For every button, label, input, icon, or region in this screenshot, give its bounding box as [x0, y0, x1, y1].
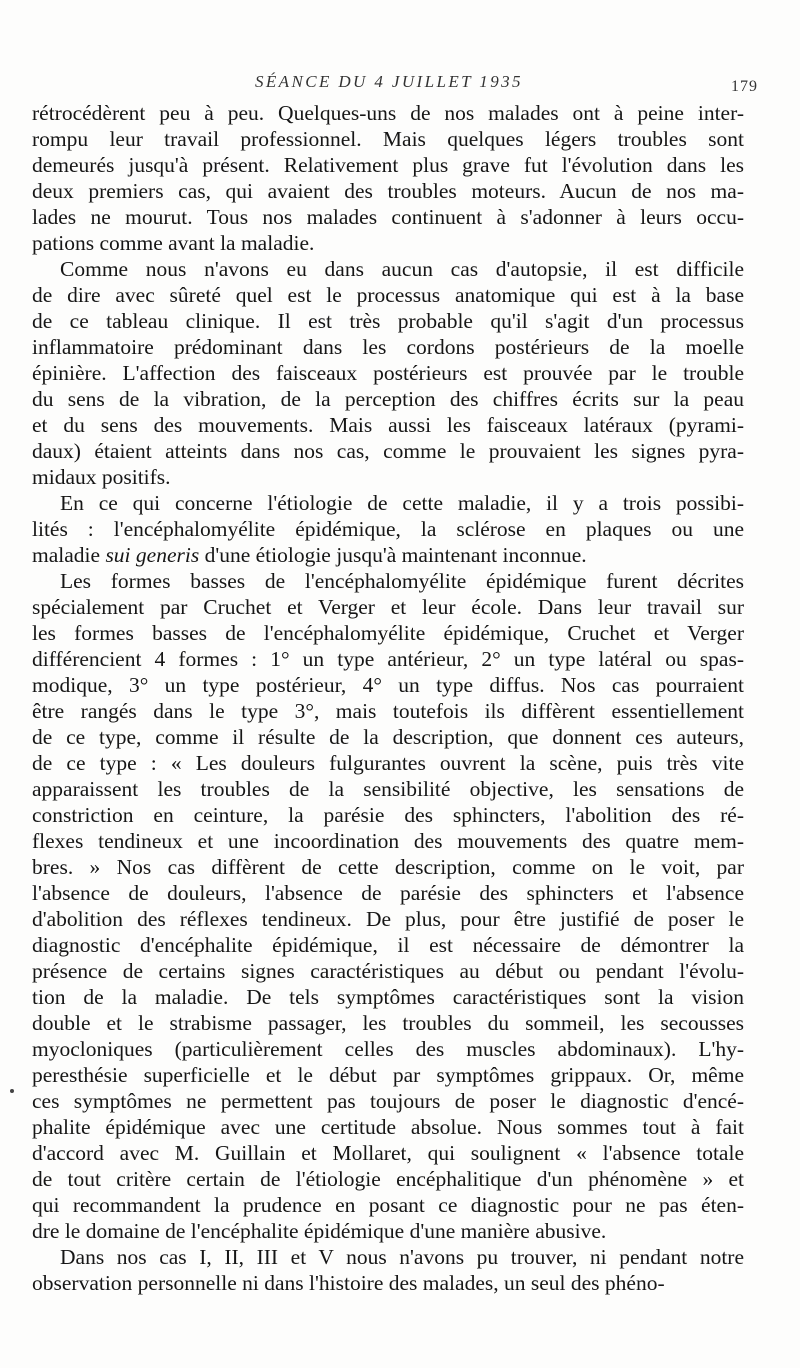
text-line: dre le domaine de l'encéphalite épidémique d'une manière abusive.	[32, 1219, 607, 1243]
paragraph	[32, 490, 744, 568]
text-line: Comme nous n'avons eu dans aucun cas d'autopsie, il est difficile	[60, 257, 744, 281]
text-line: myocloniques (particulièrement celles des muscles abdominaux). L'hy-	[32, 1037, 744, 1061]
text-line: l'absence de douleurs, l'absence de parésie des sphincters et l'absence	[32, 881, 744, 905]
body-text	[32, 100, 744, 1296]
paragraph	[32, 100, 744, 256]
text-line: rompu leur travail professionnel. Mais quelques légers troubles sont	[32, 127, 744, 151]
text-line: de ce type, comme il résulte de la description, que donnent ces auteurs,	[32, 725, 744, 749]
text-line: présence de certains signes caractéristiques au début ou pendant l'évolu-	[32, 959, 744, 983]
text-line: apparaissent les troubles de la sensibilité objective, les sensations de	[32, 777, 744, 801]
text-line: midaux positifs.	[32, 465, 171, 489]
text-line: tion de la maladie. De tels symptômes caractéristiques sont la vision	[32, 985, 744, 1009]
print-speck	[10, 1089, 14, 1093]
text-line: deux premiers cas, qui avaient des troubles moteurs. Aucun de nos ma-	[32, 179, 744, 203]
paragraph	[32, 256, 744, 490]
text-line: daux) étaient atteints dans nos cas, comme le prouvaient les signes pyra-	[32, 439, 744, 463]
text-line: Les formes basses de l'encéphalomyélite épidémique furent décrites	[60, 569, 744, 593]
paragraph	[32, 568, 744, 1244]
text-line: de dire avec sûreté quel est le processus anatomique qui est à la base	[32, 283, 744, 307]
text-line: inflammatoire prédominant dans les cordons postérieurs de la moelle	[32, 335, 744, 359]
running-title: SÉANCE DU 4 JUILLET 1935	[255, 72, 523, 91]
text-line: de tout critère certain de l'étiologie encéphalitique d'un phénomène » et	[32, 1167, 744, 1191]
text-line: demeurés jusqu'à présent. Relativement plus grave fut l'évolution dans les	[32, 153, 744, 177]
text-line: double et le strabisme passager, les troubles du sommeil, les secousses	[32, 1011, 744, 1035]
text-line: peresthésie superficielle et le début par symptômes grippaux. Or, même	[32, 1063, 744, 1087]
paragraph	[32, 1244, 744, 1296]
text-line: constriction en ceinture, la parésie des sphincters, l'abolition des ré-	[32, 803, 744, 827]
text-line: de ce tableau clinique. Il est très probable qu'il s'agit d'un processus	[32, 309, 744, 333]
text-line: de ce type : « Les douleurs fulgurantes ouvrent la scène, puis très vite	[32, 751, 744, 775]
text-line: épinière. L'affection des faisceaux postérieurs est prouvée par le trouble	[32, 361, 744, 385]
text-line: rétrocédèrent peu à peu. Quelques-uns de nos malades ont à peine inter-	[32, 101, 744, 125]
text-line: maladie sui generis d'une étiologie jusqu'à maintenant inconnue.	[32, 543, 587, 567]
text-line: observation personnelle ni dans l'histoire des malades, un seul des phéno-	[32, 1271, 665, 1295]
text-line: être rangés dans le type 3°, mais toutefois ils diffèrent essentiellement	[32, 699, 744, 723]
text-line: En ce qui concerne l'étiologie de cette maladie, il y a trois possibi-	[60, 491, 744, 515]
text-line: d'abolition des réflexes tendineux. De plus, pour être justifié de poser le	[32, 907, 744, 931]
text-line: du sens de la vibration, de la perception des chiffres écrits sur la peau	[32, 387, 744, 411]
text-line: Dans nos cas I, II, III et V nous n'avons pu trouver, ni pendant notre	[60, 1245, 744, 1269]
text-line: phalite épidémique avec une certitude absolue. Nous sommes tout à fait	[32, 1115, 744, 1139]
running-header	[0, 66, 800, 96]
text-line: qui recommandent la prudence en posant ce diagnostic pour ne pas éten-	[32, 1193, 744, 1217]
text-line: lités : l'encéphalomyélite épidémique, la sclérose en plaques ou une	[32, 517, 744, 541]
text-line: lades ne mourut. Tous nos malades continuent à s'adonner à leurs occu-	[32, 205, 744, 229]
text-line: ces symptômes ne permettent pas toujours de poser le diagnostic d'encé-	[32, 1089, 744, 1113]
text-line: spécialement par Cruchet et Verger et leur école. Dans leur travail sur	[32, 595, 744, 619]
page-number: 179	[731, 78, 758, 95]
text-line: d'accord avec M. Guillain et Mollaret, qui soulignent « l'absence totale	[32, 1141, 744, 1165]
text-line: bres. » Nos cas diffèrent de cette description, comme on le voit, par	[32, 855, 744, 879]
text-line: les formes basses de l'encéphalomyélite épidémique, Cruchet et Verger	[32, 621, 744, 645]
text-line: flexes tendineux et une incoordination des mouvements des quatre mem-	[32, 829, 744, 853]
text-line: pations comme avant la maladie.	[32, 231, 315, 255]
text-line: modique, 3° un type postérieur, 4° un type diffus. Nos cas pourraient	[32, 673, 744, 697]
text-line: et du sens des mouvements. Mais aussi les faisceaux latéraux (pyrami-	[32, 413, 744, 437]
text-line: différencient 4 formes : 1° un type antérieur, 2° un type latéral ou spas-	[32, 647, 744, 671]
text-line: diagnostic d'encéphalite épidémique, il est nécessaire de démontrer la	[32, 933, 744, 957]
